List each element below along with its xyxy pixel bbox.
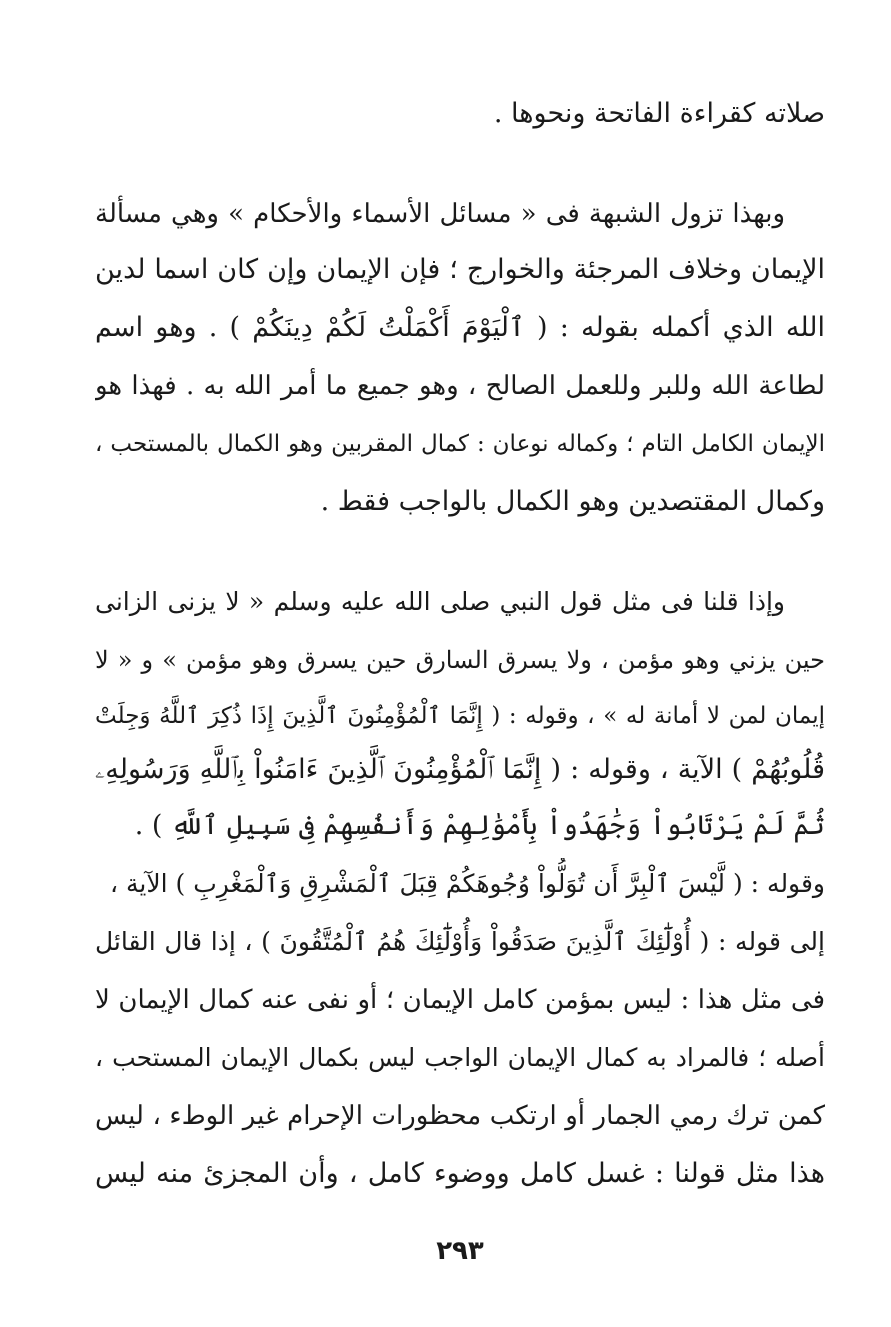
book-page — [95, 0, 825, 1327]
text-line-4: الله الذي أكمله بقوله : ( ٱلْيَوْمَ أَكْمَلْتُ لَكُمْ دِينَكُمْ ) . وهو اسم — [95, 312, 825, 343]
text-line-11: قُلُوبُهُمْ ) الآية ، وقوله : ( إِنَّمَا ٱلْمُؤْمِنُونَ ٱلَّذِينَ ءَامَنُواْ بِٱللَّهِ وَرَسُولِهِۦ — [95, 754, 825, 785]
text-line-9: حين يزني وهو مؤمن ، ولا يسرق السارق حين يسرق وهو مؤمن » و « لا — [95, 646, 825, 674]
page-number: ٢٩٣ — [436, 1236, 484, 1266]
text-line-1: صلاته كقراءة الفاتحة ونحوها . — [493, 98, 825, 129]
text-line-17: كمن ترك رمي الجمار أو ارتكب محظورات الإحرام غير الوطء ، ليس — [95, 1101, 825, 1131]
text-line-18: هذا مثل قولنا : غسل كامل ووضوء كامل ، وأن المجزئ منه ليس — [95, 1158, 825, 1189]
text-line-3: الإيمان وخلاف المرجئة والخوارج ؛ فإن الإيمان وإن كان اسما لدين — [95, 254, 825, 285]
text-line-13: وقوله : ( لَّيْسَ ٱلْبِرَّ أَن تُوَلُّواْ وُجُوهَكُمْ قِبَلَ ٱلْمَشْرِقِ وَٱلْمَغْرِبِ ) الآية ، — [109, 869, 825, 898]
text-line-5: لطاعة الله وللبر وللعمل الصالح ، وهو جميع ما أمر الله به . فهذا هو — [95, 371, 825, 401]
text-line-14: إلى قوله : ( أُوْلَٰٓئِكَ ٱلَّذِينَ صَدَقُواْ وَأُوْلَٰٓئِكَ هُمُ ٱلْمُتَّقُونَ ) ، إذا قال القائل — [95, 927, 825, 956]
text-line-15: فى مثل هذا : ليس بمؤمن كامل الإيمان ؛ أو نفى عنه كمال الإيمان لا — [95, 985, 825, 1015]
text-line-12: ثُمَّ لَمْ يَرْتَابُواْ وَجَٰهَدُواْ بِأَمْوَٰلِهِمْ وَأَنفُسِهِمْ فِى سَبِيلِ ٱللَّهِ ) . — [134, 810, 825, 841]
text-line-8: وإذا قلنا فى مثل قول النبي صلى الله عليه وسلم « لا يزنى الزانى — [95, 587, 785, 616]
text-line-16: أصله ؛ فالمراد به كمال الإيمان الواجب ليس بكمال الإيمان المستحب ، — [95, 1043, 825, 1072]
text-line-10: إيمان لمن لا أمانة له » ، وقوله : ( إِنَّمَا ٱلْمُؤْمِنُونَ ٱلَّذِينَ إِذَا ذُكِرَ ٱللَّهُ وَجِلَتْ — [95, 703, 825, 729]
text-line-7: وكمال المقتصدين وهو الكمال بالواجب فقط . — [320, 486, 825, 517]
text-line-6: الإيمان الكامل التام ؛ وكماله نوعان : كمال المقربين وهو الكمال بالمستحب ، — [95, 431, 825, 457]
text-line-2: وبهذا تزول الشبهة فى « مسائل الأسماء والأحكام » وهي مسألة — [95, 199, 785, 229]
